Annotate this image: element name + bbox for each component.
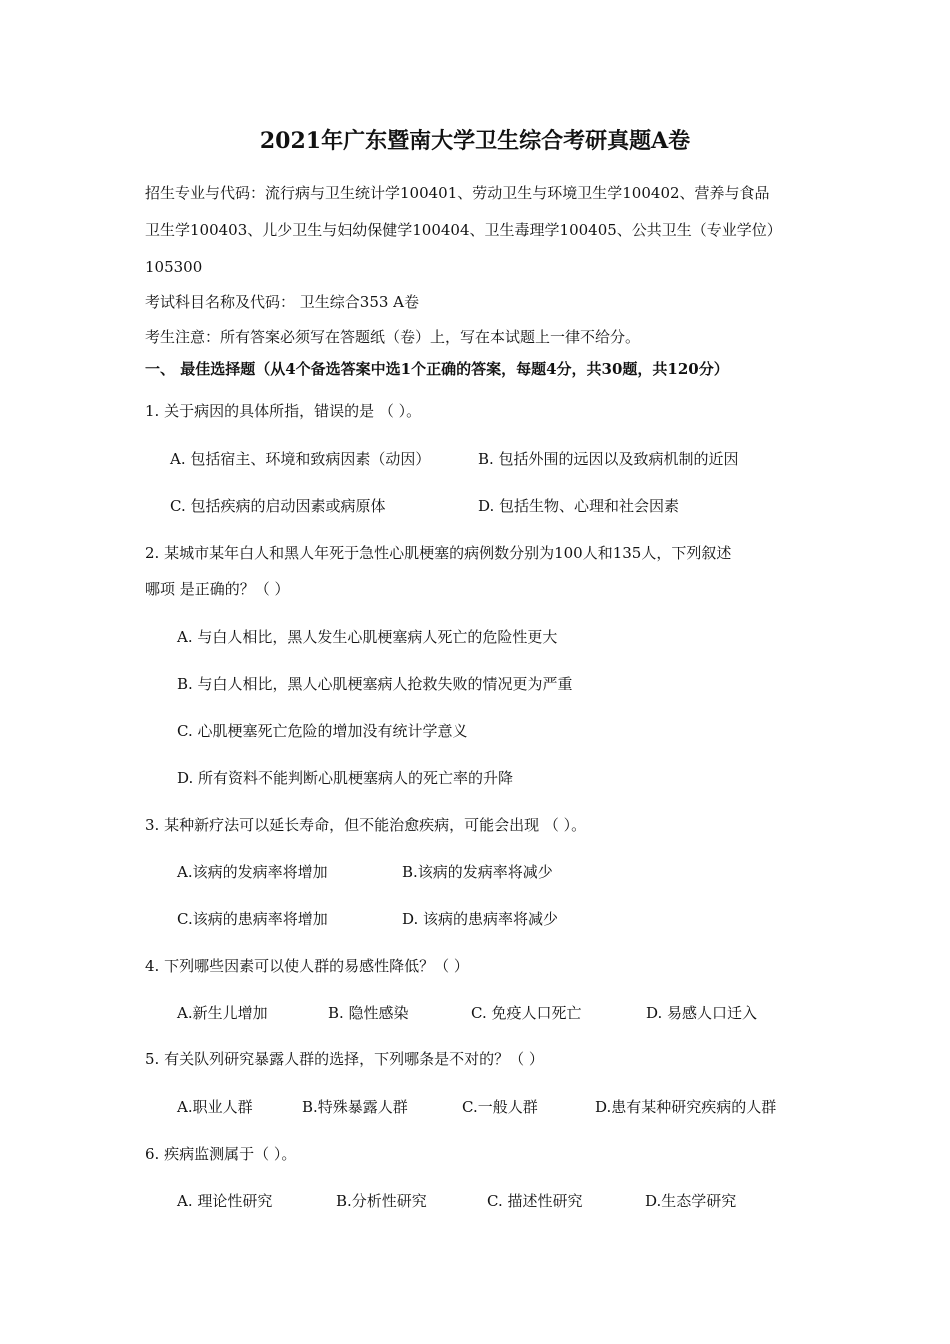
question-4-option-d: D. 易感人口迁入: [646, 1004, 758, 1022]
question-4-stem: 4. 下列哪些因素可以使人群的易感性降低？（ ）: [145, 957, 469, 975]
question-3-option-d: D. 该病的患病率将减少: [402, 910, 559, 928]
question-1-option-a: A. 包括宿主、环境和致病因素（动因）: [170, 450, 431, 468]
question-5-option-c: C.一般人群: [462, 1098, 538, 1116]
section-heading: 一、 最佳选择题（从4个备选答案中选1个正确的答案，每题4分，共30题，共120分）: [145, 360, 729, 378]
majors-line-1: 招生专业与代码：流行病与卫生统计学100401、劳动卫生与环境卫生学100402、营养与食品: [145, 184, 770, 202]
question-4-option-b: B. 隐性感染: [328, 1004, 409, 1022]
question-6-option-d: D.生态学研究: [645, 1192, 737, 1210]
question-1-option-d: D. 包括生物、心理和社会因素: [478, 497, 680, 515]
question-6-option-a: A. 理论性研究: [177, 1192, 273, 1210]
page-title: 2021年广东暨南大学卫生综合考研真题A卷: [259, 128, 691, 154]
question-3-option-a: A.该病的发病率将增加: [177, 863, 328, 881]
question-4-option-a: A.新生儿增加: [177, 1004, 268, 1022]
question-5-option-a: A.职业人群: [177, 1098, 253, 1116]
question-2-stem-line-1: 2. 某城市某年白人和黑人年死于急性心肌梗塞的病例数分别为100人和135人，下列叙述: [145, 544, 732, 562]
majors-line-3: 105300: [145, 258, 203, 276]
question-1-stem: 1. 关于病因的具体所指，错误的是 （ ）。: [145, 402, 422, 420]
question-1-option-c: C. 包括疾病的启动因素或病原体: [170, 497, 386, 515]
question-3-option-c: C.该病的患病率将增加: [177, 910, 328, 928]
question-2-option-b: B. 与白人相比，黑人心肌梗塞病人抢救失败的情况更为严重: [177, 675, 573, 693]
majors-line-2: 卫生学100403、儿少卫生与妇幼保健学100404、卫生毒理学100405、公共卫生（专业学位）: [145, 221, 782, 239]
question-1-option-b: B. 包括外围的远因以及致病机制的近因: [478, 450, 739, 468]
question-5-stem: 5. 有关队列研究暴露人群的选择，下列哪条是不对的？（ ）: [145, 1050, 544, 1068]
question-4-option-c: C. 免疫人口死亡: [471, 1004, 582, 1022]
question-6-stem: 6. 疾病监测属于（ ）。: [145, 1145, 297, 1163]
question-6-option-b: B.分析性研究: [336, 1192, 427, 1210]
question-2-option-c: C. 心肌梗塞死亡危险的增加没有统计学意义: [177, 722, 468, 740]
question-2-option-d: D. 所有资料不能判断心肌梗塞病人的死亡率的升降: [177, 769, 514, 787]
question-5-option-b: B.特殊暴露人群: [302, 1098, 408, 1116]
exam-notice: 考生注意：所有答案必须写在答题纸（卷）上，写在本试题上一律不给分。: [145, 328, 641, 346]
question-6-option-c: C. 描述性研究: [487, 1192, 583, 1210]
exam-subject: 考试科目名称及代码： 卫生综合353 A卷: [145, 293, 420, 311]
question-2-option-a: A. 与白人相比，黑人发生心肌梗塞病人死亡的危险性更大: [177, 628, 558, 646]
question-5-option-d: D.患有某种研究疾病的人群: [595, 1098, 777, 1116]
question-2-stem-line-2: 哪项 是正确的？（ ）: [145, 580, 290, 598]
question-3-stem: 3. 某种新疗法可以延长寿命，但不能治愈疾病，可能会出现 （ ）。: [145, 816, 587, 834]
question-3-option-b: B.该病的发病率将减少: [402, 863, 553, 881]
